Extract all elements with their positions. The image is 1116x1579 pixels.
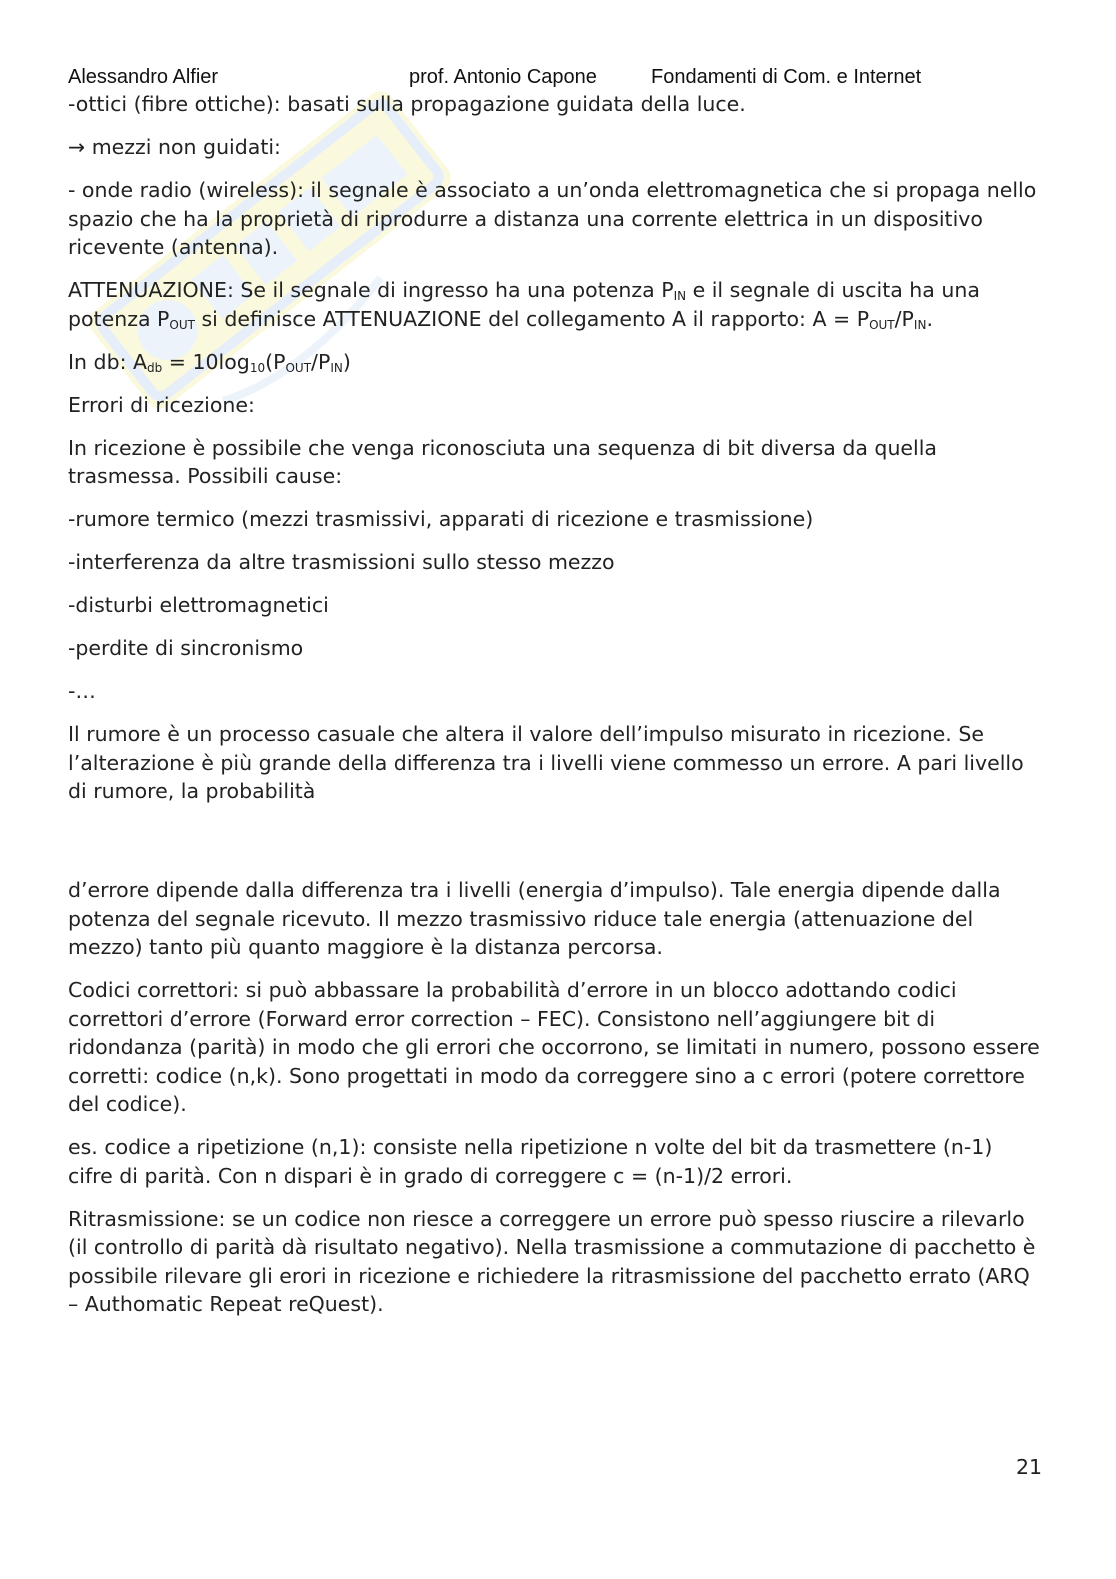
db-text-1: In db: A (68, 349, 148, 374)
paragraph-optical: -ottici (fibre ottiche): basati sulla propagazione guidata della luce. (68, 92, 746, 116)
att-text-2: e il segnale di uscita ha una potenza P (68, 278, 980, 331)
db-text-5: ) (342, 349, 351, 374)
paragraph-noise: Il rumore è un processo casuale che altera il valore dell’impulso misurato in ricezione. Se l’alterazione è più grande della differenza tra i livelli viene commesso un errore. A pari livello di rumore, la probabilità (68, 722, 1024, 803)
paragraph-db-formula (68, 348, 1043, 377)
paragraph-gap (68, 820, 1043, 876)
list-item-thermal-noise: -rumore termico (mezzi trasmissivi, apparati di ricezione e trasmissione) (68, 507, 814, 531)
att-text-3: si definisce ATTENUAZIONE del collegamento A il rapporto: A = P (194, 306, 870, 331)
list-item-interference: -interferenza da altre trasmissioni sullo stesso mezzo (68, 550, 615, 574)
att-sub-in: IN (673, 289, 687, 303)
att-sub-in-2: IN (913, 317, 927, 332)
db-text-3: (P (265, 349, 286, 374)
paragraph-attenuation (68, 276, 1043, 333)
page-number: 21 (1016, 1455, 1043, 1479)
paragraph-repetition-code: es. codice a ripetizione (n,1): consiste nella ripetizione n volte del bit da trasmettere (n-1) cifre di parità. Con n dispari è in grado di correggere c = (n-1)/2 errori. (68, 1135, 993, 1188)
att-text-1: ATTENUAZIONE: Se il segnale di ingresso ha una potenza P (68, 278, 674, 302)
list-item-sync-loss: -perdite di sincronismo (68, 636, 304, 660)
att-sub-out: OUT (169, 317, 195, 332)
page-body (68, 90, 1043, 1333)
paragraph-correcting-codes: Codici correttori: si può abbassare la probabilità d’errore in un blocco adottando codici correttori d’errore (Forward error correction – FEC). Consistono nell’aggiungere bit di ridondanza (parità) in modo che gli errori che occorrono, se limitati in numero, possono essere corretti: codice (n,k). Sono progettati in modo da correggere sino a c errori (potere correttore del codice). (68, 978, 1040, 1116)
paragraph-retransmission: Ritrasmissione: se un codice non riesce a correggere un errore può spesso riuscire a rilevarlo (il controllo di parità dà risultato negativo). Nella trasmissione a commutazione di pacchetto è possibile rilevare gli erori in ricezione e richiedere la ritrasmissione del pacchetto errato (ARQ – Authomatic Repeat reQuest). (68, 1206, 1036, 1316)
paragraph-radio: - onde radio (wireless): il segnale è associato a un’onda elettromagnetica che si propaga nello spazio che ha la proprietà di riprodurre a distanza una corrente elettrica in un dispositivo ricevente (antenna). (68, 178, 1037, 259)
db-sub-in: IN (330, 360, 343, 375)
db-text-2: = 10log (162, 349, 250, 374)
db-sub-10: 10 (249, 360, 266, 375)
paragraph-errors-intro: In ricezione è possibile che venga riconosciuta una sequenza di bit diversa da quella trasmessa. Possibili cause: (68, 435, 937, 488)
att-text-4: /P (894, 306, 914, 331)
att-text-5: . (926, 306, 933, 331)
header-professor: prof. Antonio Capone (409, 66, 597, 88)
att-sub-out-2: OUT (869, 317, 895, 332)
list-item-ellipsis: -… (68, 679, 96, 703)
paragraph-unguided: → mezzi non guidati: (68, 135, 281, 159)
header-course: Fondamenti di Com. e Internet (651, 66, 922, 88)
list-item-disturbances: -disturbi elettromagnetici (68, 593, 329, 617)
header-author: Alessandro Alfier (68, 66, 219, 88)
paragraph-errors-heading: Errori di ricezione: (68, 392, 255, 417)
paragraph-error-energy: d’errore dipende dalla differenza tra i livelli (energia d’impulso). Tale energia dipende dalla potenza del segnale ricevuto. Il mezzo trasmissivo riduce tale energia (attenuazione del mezzo) tanto più quanto maggiore è la distanza percorsa. (68, 878, 1001, 959)
db-sub-out: OUT (285, 360, 312, 375)
db-sub-db: db (147, 360, 163, 375)
db-text-4: /P (311, 349, 331, 374)
